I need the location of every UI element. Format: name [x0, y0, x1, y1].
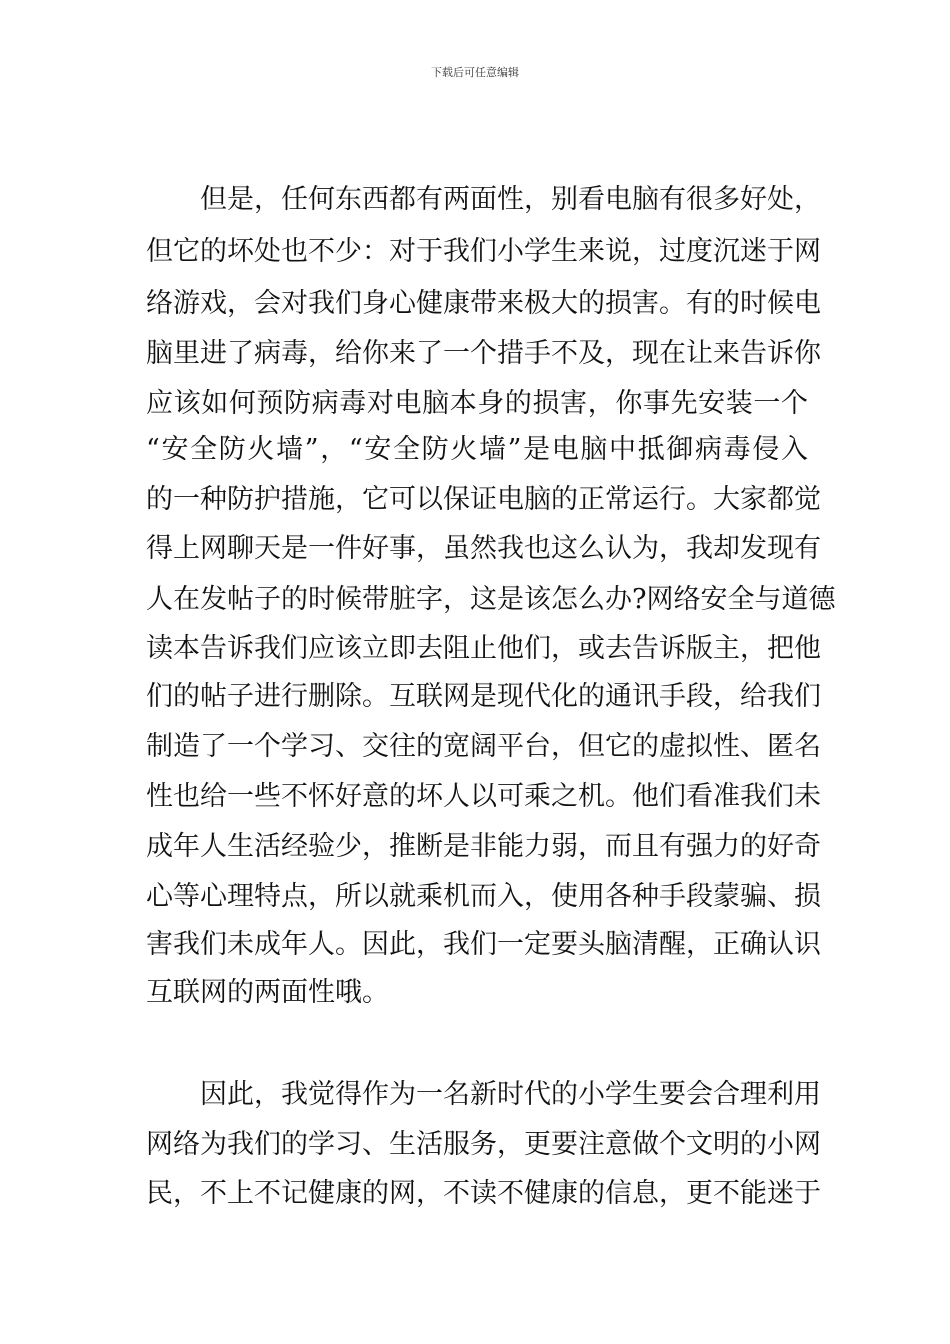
paragraph-1-line: 脑里进了病毒，给你来了一个措手不及，现在让来告诉你 [146, 338, 821, 369]
paragraph-1-line: 害我们未成年人。因此，我们一定要头脑清醒，正确认识 [146, 929, 821, 960]
paragraph-1-line: 但是，任何东西都有两面性，别看电脑有很多好处， [146, 184, 821, 215]
paragraph-2-line: 因此，我觉得作为一名新时代的小学生要会合理利用 [146, 1079, 821, 1110]
paragraph-1-line: “安全防火墙”，“安全防火墙”是电脑中抵御病毒侵入 [146, 434, 808, 465]
paragraph-1-line: 的一种防护措施，它可以保证电脑的正常运行。大家都觉 [146, 484, 821, 515]
paragraph-1-line: 但它的坏处也不少：对于我们小学生来说，过度沉迷于网 [146, 236, 821, 267]
paragraph-1-line: 制造了一个学习、交往的宽阔平台，但它的虚拟性、匿名 [146, 731, 821, 762]
paragraph-1-line: 得上网聊天是一件好事，虽然我也这么认为，我却发现有 [146, 533, 821, 564]
paragraph-1-line: 人在发帖子的时候带脏字，这是该怎么办?网络安全与道德 [146, 584, 836, 615]
paragraph-1-line: 性也给一些不怀好意的坏人以可乘之机。他们看准我们未 [146, 781, 821, 812]
page-header: 下载后可任意编辑 [431, 66, 519, 79]
paragraph-2-line: 网络为我们的学习、生活服务，更要注意做个文明的小网 [146, 1129, 821, 1160]
paragraph-2-line: 民，不上不记健康的网，不读不健康的信息，更不能迷于 [146, 1178, 821, 1209]
paragraph-1-line: 心等心理特点，所以就乘机而入，使用各种手段蒙骗、损 [146, 881, 821, 912]
paragraph-1-line: 们的帖子进行删除。互联网是现代化的通讯手段，给我们 [146, 681, 821, 712]
paragraph-1-line: 互联网的两面性哦。 [146, 977, 389, 1008]
paragraph-1-line: 读本告诉我们应该立即去阻止他们，或去告诉版主，把他 [146, 633, 821, 664]
paragraph-1-line: 络游戏，会对我们身心健康带来极大的损害。有的时候电 [146, 288, 821, 319]
paragraph-1-line: 应该如何预防病毒对电脑本身的损害，你事先安装一个 [146, 388, 808, 419]
paragraph-1-line: 成年人生活经验少，推断是非能力弱，而且有强力的好奇 [146, 831, 821, 862]
